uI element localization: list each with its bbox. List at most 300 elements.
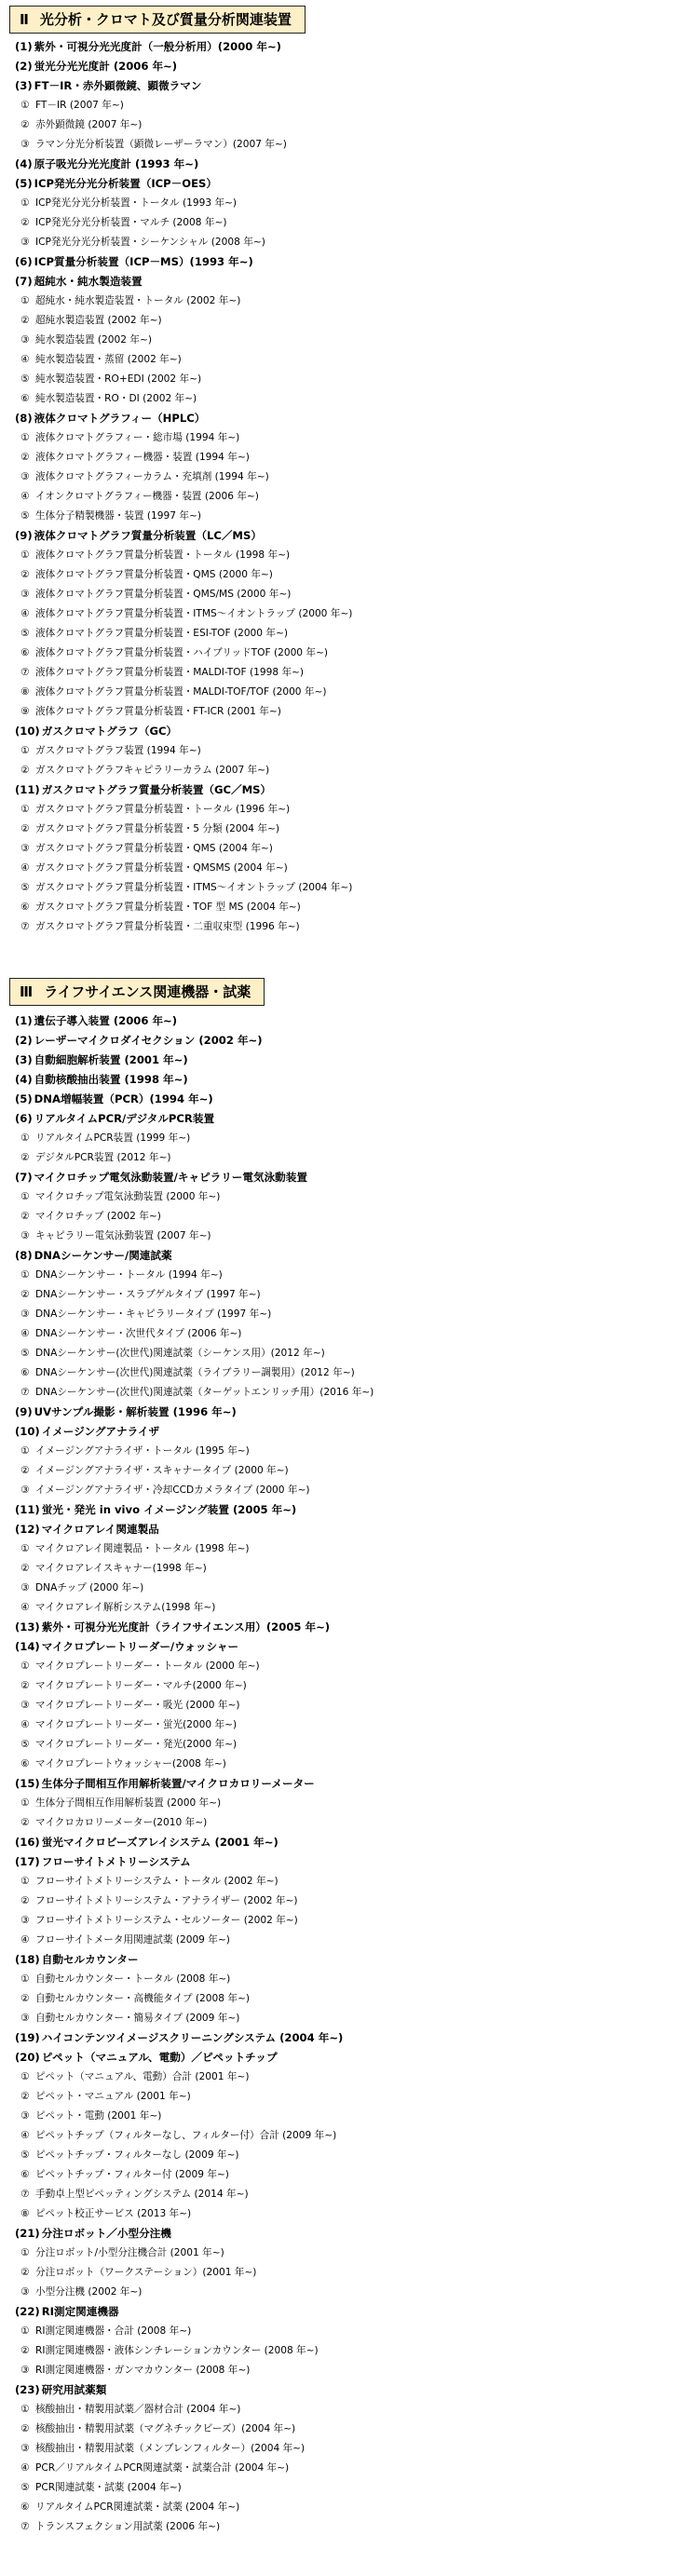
item-marker: ④ [20,608,30,619]
list-item [0,135,693,155]
category-heading [0,722,693,741]
category-number: (19) [15,2031,40,2044]
item-marker: ⑥ [20,2501,30,2513]
category-number: (18) [15,1953,40,1966]
category-heading [0,1109,693,1129]
item-marker: ③ [20,139,30,150]
list-item [0,1891,693,1911]
item-marker: ⑥ [20,2169,30,2180]
category-title: 紫外・可視分光光度計（ライフサイエンス用）(2005 年~) [41,1620,331,1634]
item-text: マイクロアレイスキャナー(1998 年~) [35,1563,207,1574]
category-heading [0,2302,693,2322]
item-marker: ③ [20,843,30,854]
item-marker: ④ [20,1328,30,1339]
category-number: (4) [15,157,33,170]
category-number: (20) [15,2051,40,2064]
list-item [0,2263,693,2283]
item-text: リアルタイムPCR関連試薬・試薬 (2004 年~) [35,2501,240,2513]
category-heading [0,174,693,194]
list-item [0,1363,693,1383]
list-item [0,1266,693,1285]
item-marker: ① [20,745,30,756]
category-number: (11) [15,783,40,796]
item-marker: ③ [20,589,30,600]
item-marker: ③ [20,2110,30,2122]
category-title: マイクロプレートリーダー/ウォッシャー [41,1640,239,1653]
list-item [0,820,693,839]
category-number: (14) [15,1640,40,1653]
item-text: マイクロプレートリーダー・蛍光(2000 年~) [35,1719,238,1730]
category-title: 自動核酸抽出装置 (1998 年~) [34,1073,188,1086]
item-text: ガスクロマトグラフ質量分析装置・QMSMS (2004 年~) [35,862,288,874]
category-number: (8) [15,412,33,425]
list-item [0,859,693,878]
list-item [0,2517,693,2537]
list-item [0,2400,693,2420]
section-title: 光分析・クロマト及び質量分析関連装置 [39,11,292,28]
list-item [0,2420,693,2439]
item-marker: ③ [20,334,30,346]
item-text: 純水製造装置 (2002 年~) [35,334,152,346]
category-title: FT－IR・赤外顕微鏡、顕微ラマン [34,79,202,92]
category-title: 生体分子間相互作用解析装置/マイクロカロリーメーター [41,1777,315,1790]
item-marker: ① [20,2404,30,2415]
list-item [0,2498,693,2517]
list-item [0,2087,693,2107]
list-item [0,1657,693,1676]
category-heading [0,1246,693,1266]
category-number: (1) [15,40,33,53]
list-item [0,644,693,663]
category-title: マイクロチップ電気泳動装置/キャピラリー電気泳動装置 [34,1171,307,1184]
list-item [0,1383,693,1403]
item-marker: ④ [20,491,30,502]
item-marker: ② [20,1680,30,1691]
item-marker: ① [20,1191,30,1202]
category-heading [0,1168,693,1187]
item-text: デジタルPCR装置 (2012 年~) [35,1152,171,1163]
category-heading [0,37,693,57]
item-marker: ② [20,569,30,580]
category-title: RI測定関連機器 [41,2305,119,2318]
list-item [0,565,693,585]
list-item [0,213,693,233]
category-heading [0,1500,693,1520]
item-marker: ③ [20,471,30,482]
item-text: RI測定関連機器・合計 (2008 年~) [35,2325,192,2337]
item-text: 液体クロマトグラフ質量分析装置・MALDI-TOF (1998 年~) [35,667,305,678]
item-text: マイクロアレイ関連製品・トータル (1998 年~) [35,1543,250,1554]
item-text: ピペットチップ・フィルターなし (2009 年~) [35,2149,239,2161]
category-heading [0,2048,693,2068]
list-item [0,1207,693,1227]
item-text: RI測定関連機器・液体シンチレーションカウンター (2008 年~) [35,2345,319,2356]
item-text: ICP発光分光分析装置・シーケンシャル (2008 年~) [35,237,265,248]
category-title: DNA増幅装置（PCR）(1994 年~) [34,1092,213,1105]
list-item [0,2107,693,2126]
list-item [0,370,693,389]
item-text: マイクロチップ (2002 年~) [35,1211,161,1222]
item-marker: ③ [20,1700,30,1711]
category-heading [0,1852,693,1872]
item-text: 超純水製造装置 (2002 年~) [35,315,162,326]
list-item [0,1598,693,1618]
item-text: 純水製造装置・RO+EDI (2002 年~) [35,373,202,385]
category-number: (3) [15,79,33,92]
item-text: 液体クロマトグラフ質量分析装置・QMS/MS (2000 年~) [35,589,292,600]
category-title: ハイコンテンツイメージスクリーニングシステム (2004 年~) [41,2031,344,2044]
item-marker: ③ [20,237,30,248]
item-marker: ④ [20,2130,30,2141]
list-item [0,1989,693,2009]
item-marker: ④ [20,862,30,874]
list-item [0,2204,693,2224]
item-marker: ② [20,119,30,130]
item-marker: ② [20,1211,30,1222]
item-marker: ④ [20,1934,30,1946]
list-item [0,448,693,468]
list-item [0,1344,693,1363]
category-number: (4) [15,1073,33,1086]
category-title: フローサイトメトリーシステム [41,1855,191,1868]
list-item [0,331,693,350]
item-marker: ① [20,1132,30,1144]
category-number: (1) [15,1014,33,1027]
item-marker: ① [20,804,30,815]
list-item [0,898,693,917]
item-marker: ② [20,765,30,776]
item-text: キャピラリー電気泳動装置 (2007 年~) [35,1230,211,1241]
list-item [0,1187,693,1207]
item-text: ガスクロマトグラフキャピラリーカラム (2007 年~) [35,765,270,776]
list-item [0,604,693,624]
list-item [0,487,693,507]
list-item [0,1794,693,1813]
list-item [0,1911,693,1931]
category-number: (17) [15,1855,40,1868]
list-item [0,1735,693,1755]
list-item [0,1559,693,1579]
item-text: 分注ロボット/小型分注機合計 (2001 年~) [35,2247,224,2258]
item-marker: ⑦ [20,667,30,678]
category-heading [0,2380,693,2400]
list-item [0,1285,693,1305]
item-text: DNAシーケンサー・次世代タイプ (2006 年~) [35,1328,242,1339]
item-marker: ⑤ [20,628,30,639]
item-marker: ③ [20,1230,30,1241]
item-marker: ⑦ [20,2521,30,2532]
list-item [0,1715,693,1735]
list-item [0,1442,693,1461]
list-item [0,839,693,859]
item-marker: ② [20,315,30,326]
category-heading [0,57,693,76]
section-heading [9,6,306,34]
list-item [0,2439,693,2459]
category-heading [0,409,693,428]
section-numeral: Ⅱ [20,11,29,28]
list-item [0,1129,693,1148]
item-marker: ⑧ [20,686,30,698]
item-text: FT－IR (2007 年~) [35,100,124,111]
item-text: ガスクロマトグラフ質量分析装置・二重収束型 (1996 年~) [35,921,300,932]
category-heading [0,780,693,800]
item-marker: ① [20,2071,30,2082]
category-heading [0,1051,693,1070]
item-text: ピペットチップ・フィルター付 (2009 年~) [35,2169,229,2180]
list-item [0,800,693,820]
item-text: 小型分注機 (2002 年~) [35,2286,143,2298]
item-marker: ① [20,1269,30,1281]
list-item [0,683,693,702]
item-text: ピペットチップ（フィルターなし、フィルター付）合計 (2009 年~) [35,2130,337,2141]
category-title: マイクロアレイ関連製品 [41,1523,159,1536]
list-item [0,1755,693,1774]
category-number: (10) [15,1425,40,1438]
list-item [0,1931,693,1950]
item-text: 液体クロマトグラフ質量分析装置・ITMS～イオントラップ (2000 年~) [35,608,353,619]
item-text: ピペット・電動 (2001 年~) [35,2110,162,2122]
category-number: (21) [15,2227,40,2240]
item-text: ガスクロマトグラフ装置 (1994 年~) [35,745,201,756]
category-heading [0,76,693,96]
category-heading [0,1422,693,1442]
item-text: ピペット（マニュアル、電動）合計 (2001 年~) [35,2071,250,2082]
item-marker: ⑥ [20,1758,30,1769]
item-marker: ⑨ [20,706,30,717]
category-number: (9) [15,529,33,542]
item-text: 液体クロマトグラフ質量分析装置・ハイブリッドTOF (2000 年~) [35,647,329,658]
section-numeral: Ⅲ [20,983,34,1000]
list-item [0,507,693,526]
item-text: 自動セルカウンター・トータル (2008 年~) [35,1973,231,1985]
item-marker: ③ [20,1582,30,1593]
item-text: マイクロチップ電気泳動装置 (2000 年~) [35,1191,221,1202]
list-item [0,350,693,370]
item-text: マイクロプレートウォッシャー(2008 年~) [35,1758,226,1769]
item-text: トランスフェクション用試薬 (2006 年~) [35,2521,221,2532]
category-title: 液体クロマトグラフ質量分析装置（LC／MS） [34,529,262,542]
item-marker: ⑧ [20,2208,30,2219]
item-text: 液体クロマトグラフ質量分析装置・トータル (1998 年~) [35,549,291,561]
list-item [0,2146,693,2165]
list-item [0,1461,693,1481]
category-title: 自動セルカウンター [41,1953,139,1966]
category-title: 原子吸光分光光度計 (1993 年~) [34,157,199,170]
item-marker: ⑦ [20,1387,30,1398]
list-item [0,1696,693,1715]
item-marker: ② [20,1817,30,1828]
item-text: フローサイトメトリーシステム・セルソーター (2002 年~) [35,1915,298,1926]
category-heading [0,155,693,174]
item-marker: ② [20,1152,30,1163]
item-text: DNAシーケンサー・キャピラリータイプ (1997 年~) [35,1308,272,1320]
item-marker: ① [20,197,30,209]
category-number: (2) [15,1034,33,1047]
category-number: (12) [15,1523,40,1536]
category-number: (5) [15,177,33,190]
category-number: (6) [15,255,33,268]
list-item [0,2068,693,2087]
category-heading [0,2028,693,2048]
list-item [0,2244,693,2263]
item-text: イメージングアナライザ・トータル (1995 年~) [35,1445,250,1457]
category-number: (13) [15,1620,40,1634]
item-marker: ② [20,2345,30,2356]
item-text: 手動卓上型ピペッティングシステム (2014 年~) [35,2189,249,2200]
category-heading [0,1090,693,1109]
item-marker: ② [20,217,30,228]
category-number: (22) [15,2305,40,2318]
item-text: マイクロプレートリーダー・吸光 (2000 年~) [35,1700,240,1711]
item-marker: ① [20,1543,30,1554]
item-marker: ⑥ [20,647,30,658]
list-item [0,2322,693,2341]
list-item [0,624,693,644]
item-text: DNAシーケンサー・トータル (1994 年~) [35,1269,223,1281]
list-item [0,761,693,780]
item-text: ICP発光分光分析装置・マルチ (2008 年~) [35,217,227,228]
item-text: 核酸抽出・精製用試薬（マグネチックビーズ）(2004 年~) [35,2423,296,2434]
category-number: (10) [15,725,40,738]
item-marker: ⑦ [20,921,30,932]
item-text: ガスクロマトグラフ質量分析装置・5 分類 (2004 年~) [35,823,280,834]
category-heading [0,1520,693,1539]
item-marker: ⑤ [20,510,30,522]
item-text: DNAシーケンサー(次世代)関連試薬（ターゲットエンリッチ用）(2016 年~) [35,1387,374,1398]
item-text: マイクロアレイ解析システム(1998 年~) [35,1602,216,1613]
list-item [0,1539,693,1559]
category-number: (5) [15,1092,33,1105]
list-item [0,1305,693,1324]
item-marker: ⑥ [20,1367,30,1378]
item-marker: ③ [20,2013,30,2024]
item-text: マイクロプレートリーダー・マルチ(2000 年~) [35,1680,247,1691]
category-number: (3) [15,1053,33,1066]
category-title: 蛍光・発光 in vivo イメージング装置 (2005 年~) [41,1503,297,1516]
category-number: (23) [15,2383,40,2396]
item-marker: ② [20,2091,30,2102]
item-marker: ② [20,1895,30,1906]
item-marker: ① [20,1973,30,1985]
item-text: 液体クロマトグラフィー・総市場 (1994 年~) [35,432,240,443]
item-marker: ① [20,1661,30,1672]
list-item [0,1579,693,1598]
item-marker: ⑤ [20,2482,30,2493]
item-text: ガスクロマトグラフ質量分析装置・トータル (1996 年~) [35,804,291,815]
item-marker: ② [20,1563,30,1574]
list-item [0,878,693,898]
list-item [0,389,693,409]
item-marker: ① [20,1445,30,1457]
list-item [0,2361,693,2380]
item-text: ガスクロマトグラフ質量分析装置・ITMS～イオントラップ (2004 年~) [35,882,353,893]
item-marker: ① [20,1876,30,1887]
item-text: 純水製造装置・RO・DI (2002 年~) [35,393,197,404]
category-title: UVサンプル撮影・解析装置 (1996 年~) [34,1405,237,1418]
category-title: DNAシーケンサー/関連試薬 [34,1249,172,1262]
item-text: 液体クロマトグラフィーカラム・充填剤 (1994 年~) [35,471,269,482]
item-marker: ④ [20,1602,30,1613]
item-marker: ⑤ [20,1739,30,1750]
item-marker: ② [20,2267,30,2278]
item-marker: ① [20,432,30,443]
item-text: DNAシーケンサー(次世代)関連試薬（ライブラリー調製用）(2012 年~) [35,1367,355,1378]
category-title: 超純水・純水製造装置 [34,275,143,288]
category-title: 分注ロボット／小型分注機 [41,2227,171,2240]
item-text: ICP発光分光分析装置・トータル (1993 年~) [35,197,238,209]
list-item [0,194,693,213]
item-marker: ③ [20,1308,30,1320]
item-text: ピペット・マニュアル (2001 年~) [35,2091,191,2102]
list-item [0,2478,693,2498]
item-text: 分注ロボット（ワークステーション）(2001 年~) [35,2267,257,2278]
section-list [0,37,693,937]
category-title: 研究用試薬類 [41,2383,107,2396]
category-title: レーザーマイクロダイセクション (2002 年~) [34,1034,263,1047]
section-list [0,1011,693,2537]
list-item [0,917,693,937]
item-text: 液体クロマトグラフィー機器・装置 (1994 年~) [35,452,250,463]
list-item [0,1148,693,1168]
category-heading [0,1618,693,1637]
category-title: 蛍光分光光度計 (2006 年~) [34,60,178,73]
item-marker: ③ [20,1485,30,1496]
category-number: (2) [15,60,33,73]
category-title: 紫外・可視分光光度計（一般分析用）(2000 年~) [34,40,281,53]
item-marker: ③ [20,2365,30,2376]
item-marker: ⑤ [20,373,30,385]
list-item [0,1227,693,1246]
item-text: イメージングアナライザ・スキャナータイプ (2000 年~) [35,1465,289,1476]
category-title: 遺伝子導入装置 (2006 年~) [34,1014,178,1027]
item-text: フローサイトメータ用関連試薬 (2009 年~) [35,1934,230,1946]
list-item [0,428,693,448]
item-marker: ⑦ [20,2189,30,2200]
item-marker: ⑤ [20,882,30,893]
item-marker: ② [20,823,30,834]
item-marker: ① [20,2325,30,2337]
list-item [0,2009,693,2028]
item-marker: ② [20,1993,30,2004]
item-marker: ① [20,1797,30,1809]
item-text: 核酸抽出・精製用試薬／器材合計 (2004 年~) [35,2404,241,2415]
item-text: ガスクロマトグラフ質量分析装置・QMS (2004 年~) [35,843,273,854]
item-text: マイクロプレートリーダー・トータル (2000 年~) [35,1661,260,1672]
item-marker: ⑥ [20,902,30,913]
item-marker: ① [20,549,30,561]
item-marker: ③ [20,2286,30,2298]
item-text: 液体クロマトグラフ質量分析装置・QMS (2000 年~) [35,569,273,580]
list-item [0,2165,693,2185]
item-text: PCR関連試薬・試薬 (2004 年~) [35,2482,182,2493]
category-heading [0,1833,693,1852]
item-text: リアルタイムPCR装置 (1999 年~) [35,1132,191,1144]
category-title: 蛍光マイクロビーズアレイシステム (2001 年~) [41,1836,279,1849]
category-heading [0,2224,693,2244]
category-number: (11) [15,1503,40,1516]
item-marker: ① [20,2247,30,2258]
category-number: (7) [15,275,33,288]
section-heading [9,978,265,1006]
category-title: 液体クロマトグラフィー（HPLC） [34,412,206,425]
category-number: (8) [15,1249,33,1262]
category-number: (15) [15,1777,40,1790]
list-item [0,291,693,311]
item-text: ラマン分光分析装置（顕微レーザーラマン）(2007 年~) [35,139,287,150]
item-text: PCR／リアルタイムPCR関連試薬・試薬合計 (2004 年~) [35,2462,290,2474]
list-item [0,2283,693,2302]
